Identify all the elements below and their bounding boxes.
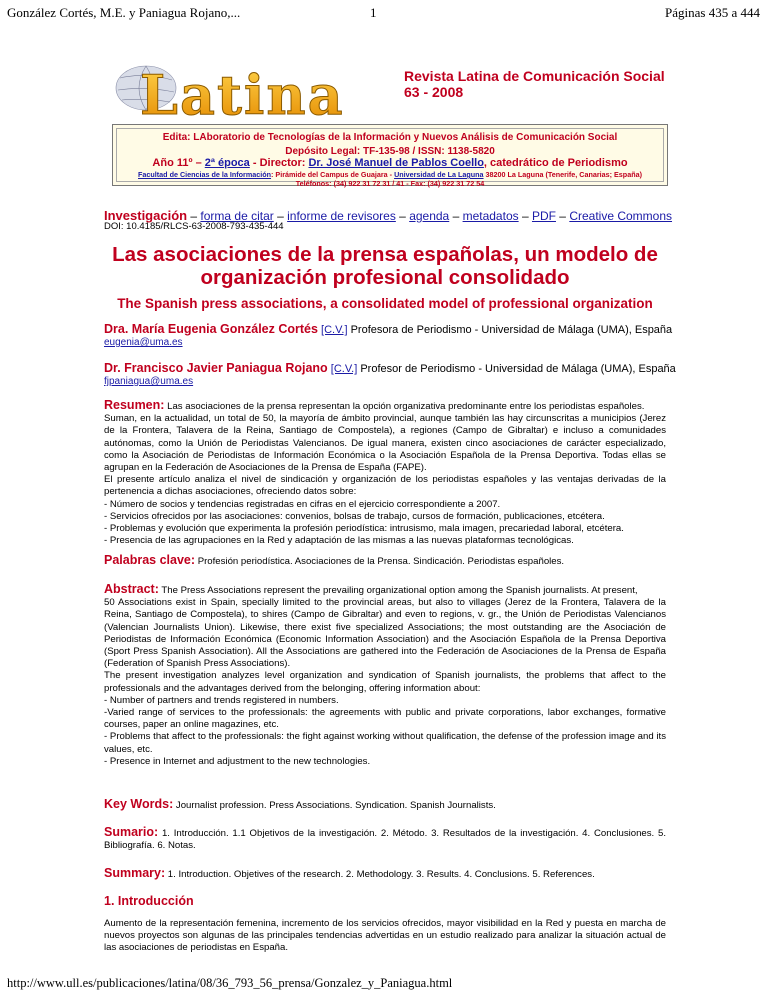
- page-footer-url: http://www.ull.es/publicaciones/latina/08/36_793_56_prensa/Gonzalez_y_Paniagua.html: [7, 976, 453, 990]
- publisher-line: Edita: LAboratorio de Tecnologías de la Información y Nuevos Análisis de Comunicación Social: [162, 132, 618, 143]
- keywords-text: Journalist profession. Press Associations. Syndication. Spanish Journalists.: [173, 800, 496, 811]
- author-1: [104, 322, 672, 336]
- abstract-line: - Number of partners and trends registered in numbers.: [104, 694, 339, 706]
- key-words: [104, 798, 666, 812]
- resumen-label: Resumen:: [104, 398, 165, 412]
- nav-separator: –: [187, 209, 201, 223]
- director-link[interactable]: Dr. José Manuel de Pablos Coello: [308, 157, 484, 169]
- university-link[interactable]: Universidad de La Laguna: [394, 170, 484, 179]
- keywords-label: Key Words:: [104, 797, 174, 811]
- journal-title: [404, 68, 665, 100]
- resumen-line: El presente artículo analiza el nivel de sindicación y organización de los periodistas españoles y las ventajas derivadas de la pertenencia a dichas asociaciones, ofreciendo datos sobre:: [104, 474, 666, 498]
- director-line: [117, 157, 663, 170]
- author-name: Dra. María Eugenia González Cortés: [104, 322, 318, 336]
- abstract-line: - Presence in Internet and adjustment to the new technologies.: [104, 755, 371, 767]
- year-label: Año 11º –: [152, 157, 205, 169]
- resumen-first-line: [104, 399, 666, 413]
- journal-name[interactable]: Revista Latina de Comunicación Social: [404, 68, 665, 84]
- address-part-b: 38200 La Laguna (Tenerife, Canarias; España): [483, 170, 642, 179]
- abstract-body: 50 Associations exist in Spain, specially limited to the provincial areas, but also to villages (Jerez de la Frontera, Talavera de la Reina, Santiago de Compostela), to shires (Campo de Gibraltar) and even to regions, v. gr., the Unión de Periodistas Valencianos (Valencian Journalists Union). Likewise, there exist five specialized Associations; the most outstanding are the Asociación de Periodistas de Información Económica (Economic Information Association) and the Asociación Española de la Prensa Deportiva (Sport Press Spanish Association). All the Associations are gathered into the Federación de Asociaciones de la Prensa de España (Federation of Spanish Press Associations).: [104, 597, 666, 670]
- nav-link-reviewers[interactable]: informe de revisores: [287, 209, 396, 223]
- nav-link-creative-commons[interactable]: Creative Commons: [569, 209, 673, 223]
- palabras-label: Palabras clave:: [104, 553, 196, 567]
- director-prefix: - Director:: [249, 157, 309, 169]
- summary-label: Summary:: [104, 866, 166, 880]
- intro-paragraph: Aumento de la representación femenina, incremento de los servicios ofrecidos, mayor visibilidad en la Red y puesta en marcha de nuevos proyectos son algunas de las principales tendencias advertidas en un estudio realizado para analizar la situación actual de las asociaciones de periodistas en España.: [104, 918, 666, 954]
- article-title: Las asociaciones de la prensa españolas, un modelo de organización profesional consolidado: [112, 243, 658, 289]
- nav-link-cite[interactable]: forma de citar: [200, 209, 274, 223]
- section-label: Investigación: [104, 208, 188, 223]
- abstract-line: -Varied range of services to the professionals: the agreements with public and private corporations, labor exchanges, formative courses, paper an online magazines, etc.: [104, 707, 666, 731]
- nav-separator: –: [395, 209, 410, 223]
- sumario-label: Sumario:: [104, 825, 159, 839]
- abstract-first-line: [104, 583, 666, 597]
- article-subtitle: The Spanish press associations, a consolidated model of professional organization: [117, 296, 653, 311]
- director-suffix: , catedrático de Periodismo: [483, 157, 628, 169]
- publisher-info-inner: [116, 128, 664, 188]
- abstract-label: Abstract:: [104, 582, 159, 596]
- author-2-email[interactable]: fjpaniagua@uma.es: [104, 376, 194, 387]
- page-header-pages: Páginas 435 a 444: [665, 5, 760, 20]
- summary-text: 1. Introduction. Objetives of the research. 2. Methodology. 3. Results. 4. Conclusions. 5. References.: [165, 869, 595, 880]
- nav-link-agenda[interactable]: agenda: [409, 209, 450, 223]
- abstract-line: - Problems that affect to the professionals: the fight against working without qualification, the defense of the profession image and its values, etc.: [104, 731, 666, 755]
- nav-link-pdf[interactable]: PDF: [531, 209, 556, 223]
- cv-link[interactable]: [C.V.]: [321, 324, 348, 336]
- nav-separator: –: [273, 209, 288, 223]
- author-affiliation: Profesor de Periodismo - Universidad de Málaga (UMA), España: [357, 363, 676, 375]
- address-line: [117, 170, 663, 179]
- abstract-line: The present investigation analyzes level organization and syndication of Spanish journalists, the problems that affect to the professionals and the advantages derived from the belonging, offering information about:: [104, 670, 666, 694]
- sumario: [104, 826, 666, 852]
- logo-wordmark: Latina: [140, 63, 345, 122]
- intro-heading: 1. Introducción: [104, 894, 194, 908]
- palabras-text: Profesión periodística. Asociaciones de la Prensa. Sindicación. Periodistas españoles.: [195, 556, 565, 567]
- address-part-a: : Pirámide del Campus de Guajara -: [271, 170, 395, 179]
- resumen-line: - Servicios ofrecidos por las asociaciones: convenios, bolsas de trabajo, cursos de formación, publicaciones, etcétera.: [104, 510, 605, 522]
- publisher-info-box: [112, 124, 668, 186]
- nav-separator: –: [555, 209, 570, 223]
- nav-separator: –: [449, 209, 463, 223]
- abstract: [104, 583, 666, 768]
- doi: DOI: 10.4185/RLCS-63-2008-793-435-444: [104, 221, 284, 232]
- resumen-line: - Presencia de las agrupaciones en la Red y adaptación de las mismas a las nuevas plataformas tecnológicas.: [104, 535, 574, 547]
- palabras-clave: [104, 554, 666, 568]
- nav-link-metadata[interactable]: metadatos: [462, 209, 519, 223]
- resumen-body: Suman, en la actualidad, un total de 50, la mayoría de ámbito provincial, aunque también las hay circunscritas a municipios (Jerez de la Frontera, Talavera de la Reina, Santiago de Compostela), a regiones (Campo de Gibraltar) e incluso a comunidades autónomas, como la Unión de Periodistas Valencianos. De igual manera, existen cinco asociaciones de carácter especializado, como la Asociación de Periodistas de Información Económica o la Asociación Española de la Prensa Deportiva. Todas ellas se agrupan en la Federación de Asociaciones de la Prensa de España (FAPE).: [104, 413, 666, 474]
- page-header-authors: González Cortés, M.E. y Paniagua Rojano,...: [7, 5, 241, 20]
- journal-issue: 63 - 2008: [404, 84, 464, 100]
- abstract-first: The Press Associations represent the prevailing organizational option among the Spanish journalists. At present,: [158, 585, 638, 596]
- cv-link[interactable]: [C.V.]: [330, 363, 358, 375]
- author-2: [104, 361, 676, 375]
- resumen-first: Las asociaciones de la prensa representan la opción organizativa predominante entre los periodistas españoles.: [164, 401, 645, 412]
- page-header-number: 1: [370, 5, 377, 20]
- author-name: Dr. Francisco Javier Paniagua Rojano: [104, 361, 328, 375]
- resumen-line: - Problemas y evolución que experimenta la profesión periodística: intrusismo, mala imagen, precariedad laboral, etcétera.: [104, 523, 624, 535]
- faculty-link[interactable]: Facultad de Ciencias de la Información: [138, 170, 272, 179]
- resumen: [104, 399, 666, 547]
- sumario-text: 1. Introducción. 1.1 Objetivos de la investigación. 2. Método. 3. Resultados de la investigación. 4. Conclusiones. 5. Bibliografía. 6. Notas.: [104, 828, 666, 852]
- author-1-email[interactable]: eugenia@uma.es: [104, 337, 183, 348]
- phones-line: Teléfonos: (34) 922 31 72 31 / 41 - Fax: (34) 922 31 72 54: [295, 179, 485, 188]
- legal-deposit-line: Depósito Legal: TF-135-98 / ISSN: 1138-5820: [285, 146, 495, 157]
- nav-separator: –: [518, 209, 532, 223]
- author-affiliation: Profesora de Periodismo - Universidad de Málaga (UMA), España: [347, 324, 673, 336]
- latina-logo: [110, 58, 398, 122]
- summary: [104, 867, 666, 881]
- resumen-line: - Número de socios y tendencias registradas en cifras en el ejercicio correspondiente a 2007.: [104, 498, 501, 510]
- epoca-link[interactable]: 2ª época: [204, 157, 250, 169]
